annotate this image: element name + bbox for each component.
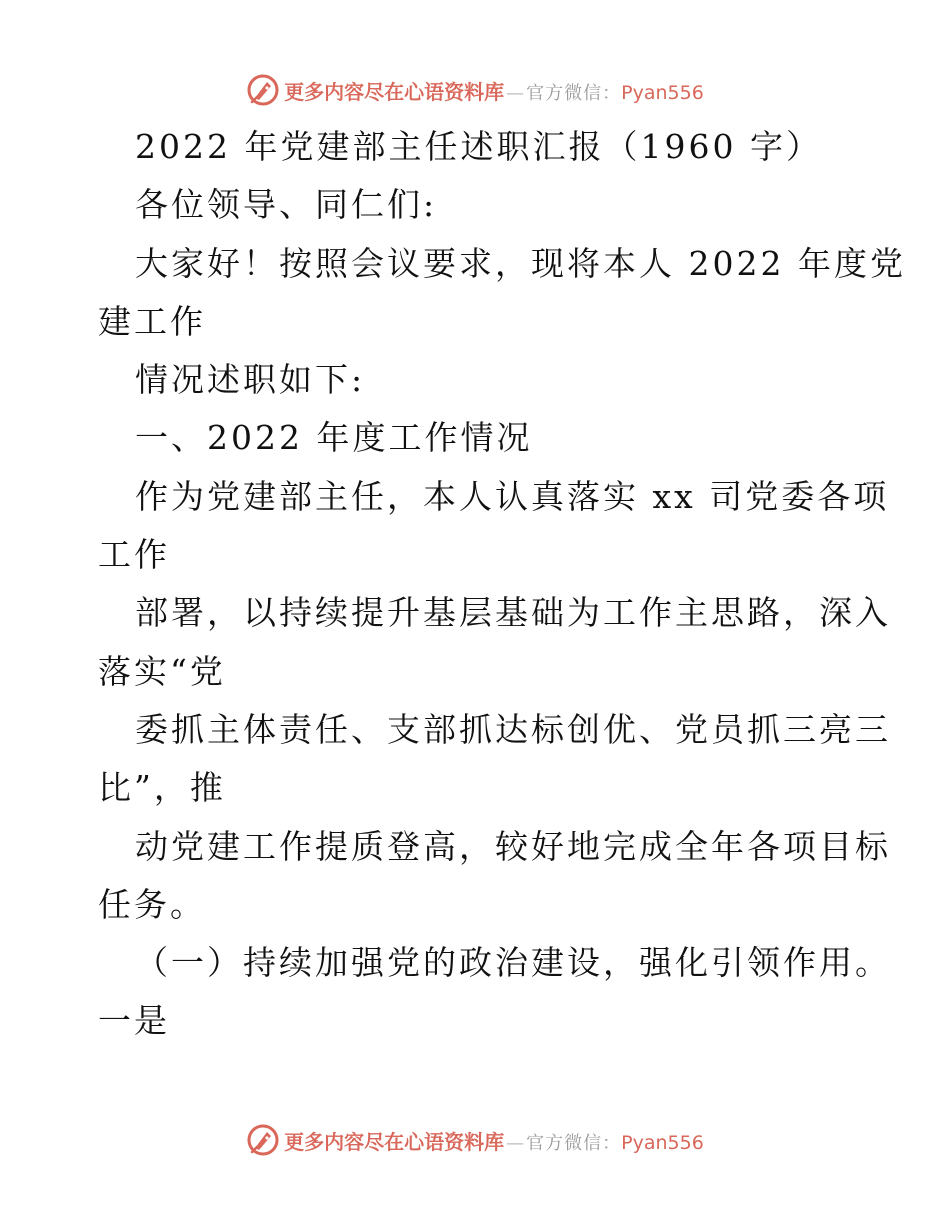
pen-nib-logo-icon <box>246 73 280 107</box>
header-watermark <box>0 70 950 110</box>
paragraph-line: 情况述职如下: <box>135 360 366 400</box>
watermark-wechat-id: Pyan556 <box>621 1131 704 1154</box>
watermark-dash: — <box>506 1132 525 1154</box>
paragraph-line: 建工作 <box>98 301 206 341</box>
watermark-label: 官方微信： <box>526 82 622 104</box>
paragraph-line: 委抓主体责任、支部抓达标创优、党员抓三亮三 <box>135 709 891 749</box>
subsection-heading: （一）持续加强党的政治建设，强化引领作用。 <box>135 943 891 983</box>
watermark-brand: 更多内容尽在心语资料库 <box>284 79 505 104</box>
watermark-label: 官方微信： <box>526 1132 622 1154</box>
pen-nib-logo-icon <box>246 1123 280 1157</box>
watermark-dash: — <box>506 82 525 104</box>
document-body <box>98 118 906 1051</box>
document-title: 2022 年党建部主任述职汇报（1960 字） <box>135 127 822 166</box>
salutation: 各位领导、同仁们: <box>135 185 438 225</box>
section-heading: 一、2022 年度工作情况 <box>135 418 533 458</box>
paragraph-line: 作为党建部主任，本人认真落实 xx 司党委各项 <box>135 476 890 516</box>
watermark-brand: 更多内容尽在心语资料库 <box>284 1129 505 1154</box>
watermark-wechat-id: Pyan556 <box>621 81 704 104</box>
paragraph-line: 落实“党 <box>98 651 226 691</box>
paragraph-line: 工作 <box>98 535 170 575</box>
paragraph-line: 一是 <box>98 1001 170 1041</box>
paragraph-line: 比”，推 <box>98 768 226 808</box>
paragraph-line: 动党建工作提质登高，较好地完成全年各项目标 <box>135 826 891 866</box>
paragraph-line: 任务。 <box>98 884 206 924</box>
paragraph-line: 大家好！按照会议要求，现将本人 2022 年度党 <box>135 243 906 283</box>
paragraph-line: 部署，以持续提升基层基础为工作主思路，深入 <box>135 593 891 633</box>
footer-watermark <box>0 1120 950 1160</box>
